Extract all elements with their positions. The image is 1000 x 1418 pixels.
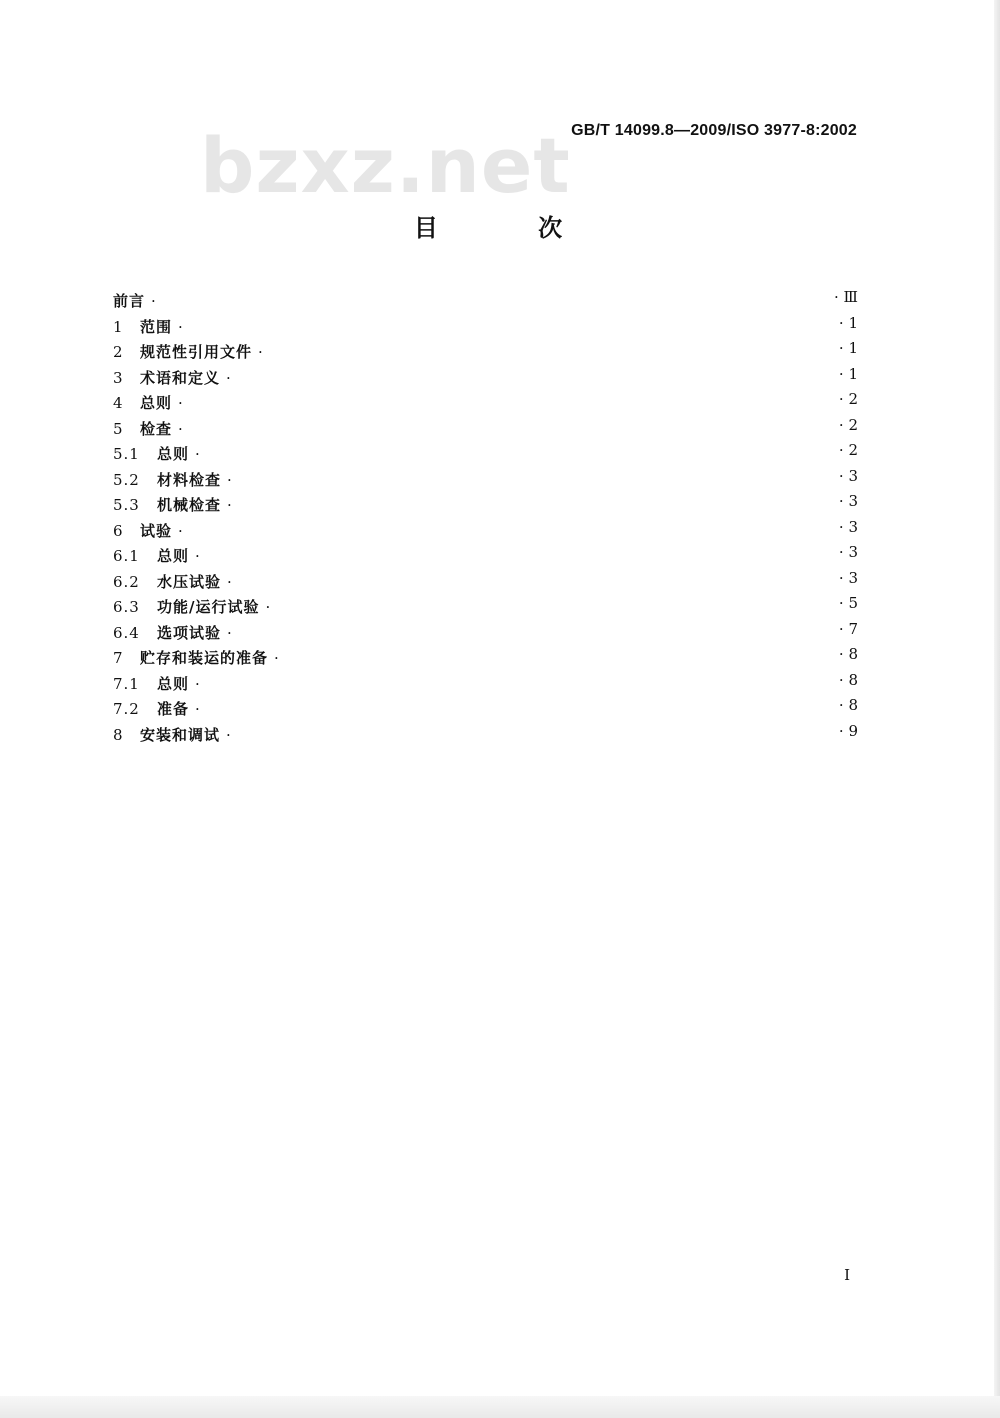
toc-entry-leader-dot: · <box>178 394 183 412</box>
toc-entry-title: 选项试验 <box>157 623 222 642</box>
toc-entry-title: 总则 <box>140 394 173 412</box>
toc-entry-leader-dot: · <box>195 547 200 565</box>
toc-entry-leader-dot: · <box>226 725 231 744</box>
toc-entry-number: 5.2 <box>113 470 140 489</box>
toc-entry[interactable] <box>113 697 858 723</box>
toc-entry-page: · 7 <box>838 619 858 638</box>
toc-entry-leader-dot: · <box>227 572 232 591</box>
toc-entry-page: · 2 <box>838 441 858 459</box>
toc-entry-number: 7.1 <box>113 674 140 693</box>
toc-entry-title: 功能/运行试验 <box>157 598 260 616</box>
toc-entry-title: 机械检查 <box>157 496 222 514</box>
toc-entry-number: 1 <box>113 317 124 336</box>
table-of-contents <box>113 289 858 748</box>
toc-entry[interactable] <box>113 289 858 315</box>
toc-title: 目 次 <box>413 214 609 242</box>
toc-entry-title: 总则 <box>157 445 190 463</box>
toc-entry-number: 5.3 <box>113 496 140 514</box>
toc-entry-title: 准备 <box>157 700 190 718</box>
toc-entry-page: · 3 <box>838 517 858 536</box>
toc-entry-page: · 3 <box>838 543 858 561</box>
toc-entry-title: 范围 <box>140 317 173 336</box>
toc-entry-leader-dot: · <box>178 419 183 438</box>
toc-entry[interactable] <box>113 672 858 698</box>
toc-entry-page: · 3 <box>838 466 858 485</box>
toc-entry[interactable] <box>113 391 858 417</box>
toc-entry-page: · 2 <box>838 415 858 434</box>
toc-entry-page: · 3 <box>838 568 858 587</box>
toc-entry-title: 水压试验 <box>157 572 222 591</box>
page-number: I <box>844 1266 850 1284</box>
toc-entry-title: 总则 <box>157 674 190 693</box>
toc-entry-title: 术语和定义 <box>140 368 221 387</box>
toc-entry-number: 6.3 <box>113 598 140 616</box>
toc-entry[interactable] <box>113 442 858 468</box>
toc-entry-page: · Ⅲ <box>833 288 858 306</box>
toc-entry-leader-dot: · <box>195 674 200 693</box>
toc-entry[interactable] <box>113 366 858 392</box>
toc-entry-leader-dot: · <box>227 623 232 642</box>
toc-entry-page: · 2 <box>838 390 858 408</box>
toc-entry-page: · 5 <box>838 594 858 612</box>
toc-entry[interactable] <box>113 315 858 341</box>
toc-entry[interactable] <box>113 340 858 366</box>
toc-entry[interactable] <box>113 519 858 545</box>
toc-entry[interactable] <box>113 723 858 749</box>
toc-entry[interactable] <box>113 417 858 443</box>
toc-entry-number: 6.2 <box>113 572 140 591</box>
toc-entry-number: 4 <box>113 394 124 412</box>
toc-entry[interactable] <box>113 595 858 621</box>
toc-entry-page: · 1 <box>838 313 858 332</box>
toc-entry-leader-dot: · <box>195 445 200 463</box>
toc-entry-leader-dot: · <box>227 496 232 514</box>
toc-entry-page: · 3 <box>838 492 858 510</box>
toc-entry-page: · 1 <box>838 339 858 357</box>
toc-entry-number: 5.1 <box>113 445 140 463</box>
toc-entry-number: 7.2 <box>113 700 140 718</box>
toc-entry-number: 5 <box>113 419 124 438</box>
toc-entry-page: · 9 <box>838 721 858 740</box>
toc-entry-number: 3 <box>113 368 124 387</box>
toc-entry[interactable] <box>113 646 858 672</box>
toc-entry-leader-dot: · <box>274 649 279 667</box>
toc-entry-page: · 8 <box>838 645 858 663</box>
toc-entry-leader-dot: · <box>227 470 232 489</box>
page-edge-shadow-bottom <box>0 1396 1000 1418</box>
toc-entry-title: 材料检查 <box>157 470 222 489</box>
toc-entry[interactable] <box>113 570 858 596</box>
toc-entry-title: 安装和调试 <box>140 725 221 744</box>
page-edge-shadow-right <box>994 0 1000 1418</box>
toc-entry-number: 7 <box>113 649 124 667</box>
toc-entry-number: 2 <box>113 343 124 361</box>
toc-entry-number: 6.1 <box>113 547 140 565</box>
toc-entry[interactable] <box>113 493 858 519</box>
toc-entry-page: · 8 <box>838 670 858 689</box>
standard-number: GB/T 14099.8—2009/ISO 3977-8:2002 <box>571 122 857 139</box>
toc-entry-title: 前言 <box>113 292 146 310</box>
toc-entry-number: 8 <box>113 725 124 744</box>
toc-entry-number: 6 <box>113 521 124 540</box>
toc-entry-leader-dot: · <box>258 343 263 361</box>
toc-entry-leader-dot: · <box>195 700 200 718</box>
toc-entry[interactable] <box>113 468 858 494</box>
toc-entry-leader-dot: · <box>265 598 271 616</box>
toc-entry-title: 总则 <box>157 547 190 565</box>
toc-entry-title: 检查 <box>140 419 173 438</box>
toc-entry-page: · 1 <box>838 364 858 383</box>
toc-entry[interactable] <box>113 544 858 570</box>
toc-entry-leader-dot: · <box>151 292 156 310</box>
toc-entry-leader-dot: · <box>226 368 231 387</box>
toc-entry-title: 规范性引用文件 <box>140 343 253 361</box>
toc-entry-number: 6.4 <box>113 623 140 642</box>
watermark: bzxz.net <box>200 121 571 210</box>
toc-entry-title: 试验 <box>140 521 173 540</box>
toc-entry-leader-dot: · <box>178 317 183 336</box>
toc-entry-title: 贮存和装运的准备 <box>140 649 269 667</box>
toc-entry[interactable] <box>113 621 858 647</box>
toc-entry-leader-dot: · <box>178 521 183 540</box>
toc-entry-page: · 8 <box>838 696 858 714</box>
